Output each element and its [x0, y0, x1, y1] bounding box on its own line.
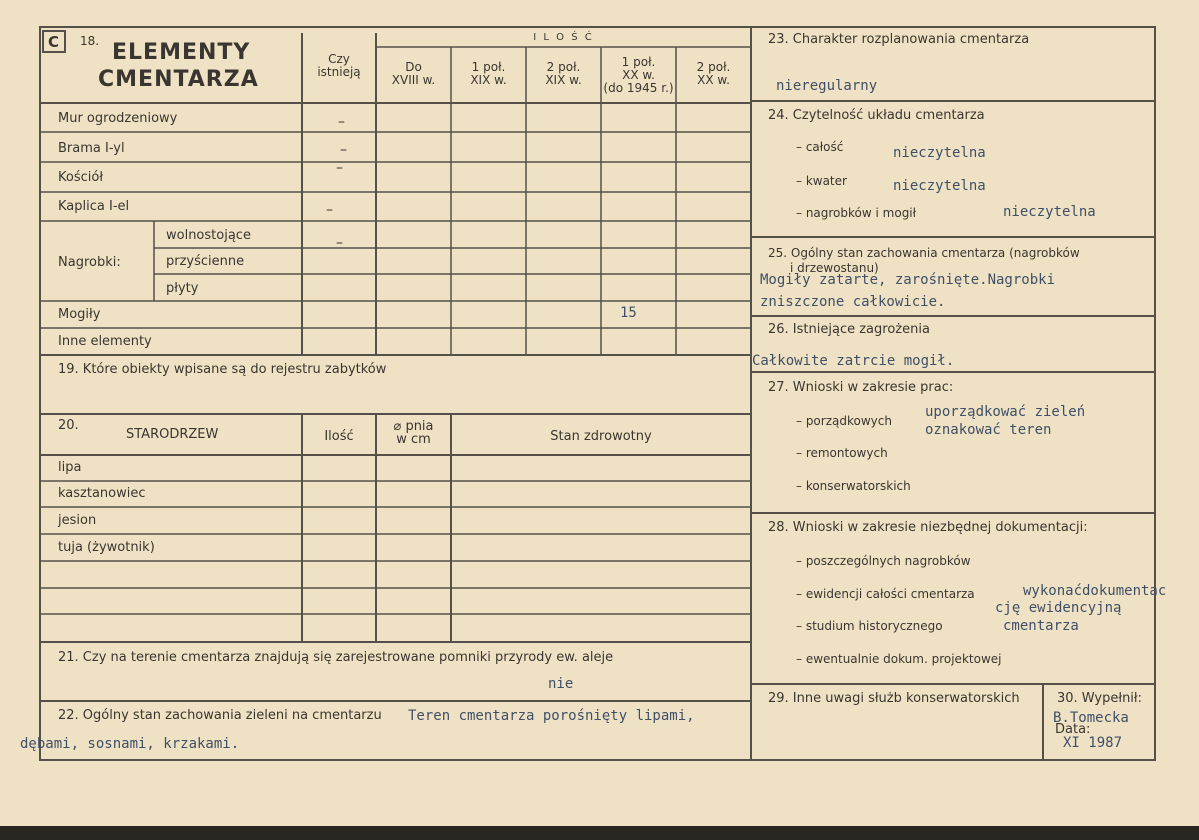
period-2-line1: 1 poł.	[471, 60, 506, 74]
elements-title-line1: ELEMENTY	[112, 40, 251, 65]
tree-row-jesion: jesion	[58, 513, 97, 528]
row-label-nagrobki: Nagrobki:	[58, 255, 121, 270]
row-label-plyty: płyty	[166, 281, 199, 296]
section-30-data-label: Data:	[1055, 722, 1091, 737]
period-header-3	[526, 61, 601, 87]
period-5-line2: XX w.	[697, 73, 730, 87]
col-pnia-line1: ⌀ pnia	[393, 419, 434, 434]
tree-row-lipa: lipa	[58, 460, 82, 475]
section-25-answer-line2: zniszczone całkowicie.	[760, 294, 946, 310]
row-label-mogily: Mogiły	[58, 307, 101, 322]
section-24-label: 24. Czytelność układu cmentarza	[768, 108, 985, 123]
section-28-ewentualnie: – ewentualnie dokum. projektowej	[796, 652, 1002, 666]
row-label-kosciol: Kościół	[58, 170, 104, 185]
row-label-przyscienne: przyścienne	[166, 254, 245, 269]
period-5-line1: 2 poł.	[696, 60, 731, 74]
section-27-label: 27. Wnioski w zakresie prac:	[768, 380, 954, 395]
section-27-porzadkowych-value1: uporządkować zieleń	[925, 404, 1086, 420]
section-28-label: 28. Wnioski w zakresie niezbędnej dokumentacji:	[768, 520, 1088, 535]
section-27-remontowych: – remontowych	[796, 446, 888, 460]
mogily-count: 15	[620, 305, 637, 321]
section-24-nagrobkow-value: nieczytelna	[1003, 204, 1096, 220]
col-header-ilosc: I L O Ś Ć	[533, 32, 594, 43]
col-header-pnia	[376, 420, 451, 446]
period-1-line1: Do	[405, 60, 422, 74]
row-label-brama: Brama I-yl	[58, 141, 125, 156]
col-header-czy	[302, 53, 376, 79]
section-27-porzadkowych: – porządkowych	[796, 414, 892, 428]
section-27-konserwatorskich: – konserwatorskich	[796, 479, 911, 493]
period-2-line2: XIX w.	[470, 73, 507, 87]
kosciol-mark: –	[336, 160, 343, 176]
section-28-value-line1: wykonaćdokumentac	[1023, 583, 1167, 599]
section-25-label-line1: 25. Ogólny stan zachowania cmentarza (nagrobków	[768, 246, 1080, 260]
section-22-label: 22. Ogólny stan zachowania zieleni na cmentarzu	[58, 708, 382, 723]
elements-title-line2: CMENTARZA	[98, 67, 259, 92]
section-29-label: 29. Inne uwagi służb konserwatorskich	[768, 691, 1020, 706]
section-25-answer-line1: Mogiły zatarte, zarośnięte.Nagrobki	[760, 272, 1056, 288]
tree-row-tuja: tuja (żywotnik)	[58, 540, 155, 555]
row-label-inne: Inne elementy	[58, 334, 152, 349]
row-label-mur: Mur ogrodzeniowy	[58, 111, 178, 126]
section-21-label: 21. Czy na terenie cmentarza znajdują się zarejestrowane pomniki przyrody ew. aleje	[58, 650, 614, 665]
period-header-4	[597, 56, 680, 95]
section-21-answer: nie	[548, 676, 574, 692]
col-header-tree-ilosc: Ilość	[324, 429, 354, 444]
section-28-studium: – studium historycznego	[796, 619, 943, 633]
section-28-value-line3: cmentarza	[1003, 618, 1079, 634]
section-25-label-line2: i drzewostanu)	[790, 261, 879, 275]
col-pnia-line2: w cm	[396, 432, 431, 447]
period-3-line1: 2 poł.	[546, 60, 581, 74]
section-30-label: 30. Wypełnił:	[1057, 691, 1142, 706]
nagrobki-mark: –	[336, 235, 343, 251]
brama-mark: –	[340, 142, 347, 158]
section-24-nagrobkow: – nagrobków i mogił	[796, 206, 917, 220]
section-27-porzadkowych-value2: oznakować teren	[925, 422, 1052, 438]
section-24-kwater: – kwater	[796, 174, 847, 188]
mur-mark: –	[338, 114, 345, 130]
section-26-label: 26. Istniejące zagrożenia	[768, 322, 930, 337]
section-30-name: B.Tomecka	[1053, 710, 1129, 726]
section-24-calosc: – całość	[796, 140, 844, 154]
section-19-label: 19. Które obiekty wpisane są do rejestru zabytków	[58, 362, 387, 377]
row-label-wolnostojace: wolnostojące	[166, 228, 251, 243]
row-label-kaplica: Kaplica I-el	[58, 199, 130, 214]
col-header-stan: Stan zdrowotny	[550, 429, 652, 444]
section-28-poszczegolnych: – poszczególnych nagrobków	[796, 554, 971, 568]
period-4-line1: 1 poł.	[621, 55, 656, 69]
kaplica-mark: –	[326, 202, 333, 218]
period-1-line2: XVIII w.	[391, 73, 436, 87]
starodrzew-title: STARODRZEW	[126, 427, 219, 442]
col-czy-line2: istnieją	[317, 65, 361, 79]
section-23-label: 23. Charakter rozplanowania cmentarza	[768, 32, 1030, 47]
period-4-line3: (do 1945 r.)	[603, 81, 674, 95]
section-18-number: 18.	[80, 34, 100, 48]
section-24-calosc-value: nieczytelna	[893, 145, 986, 161]
tree-row-kasztanowiec: kasztanowiec	[58, 486, 146, 501]
col-czy-line1: Czy	[328, 52, 350, 66]
section-28-value-line2: cję ewidencyjną	[995, 600, 1122, 616]
section-30-date: XI 1987	[1063, 735, 1123, 751]
period-header-5	[676, 61, 751, 87]
period-4-line2: XX w.	[622, 68, 655, 82]
card-code: C	[48, 33, 60, 51]
section-22-answer-line1: Teren cmentarza porośnięty lipami,	[408, 708, 695, 724]
period-3-line2: XIX w.	[545, 73, 582, 87]
period-header-1	[376, 61, 451, 87]
period-header-2	[451, 61, 526, 87]
section-22-answer-line2: dębami, sosnami, krzakami.	[20, 736, 240, 752]
section-28-ewidencji: – ewidencji całości cmentarza	[796, 587, 975, 601]
section-23-answer: nieregularny	[776, 78, 878, 94]
section-24-kwater-value: nieczytelna	[893, 178, 986, 194]
section-20-number: 20.	[58, 418, 79, 433]
section-26-answer: Całkowite zatrcie mogił.	[752, 353, 955, 369]
